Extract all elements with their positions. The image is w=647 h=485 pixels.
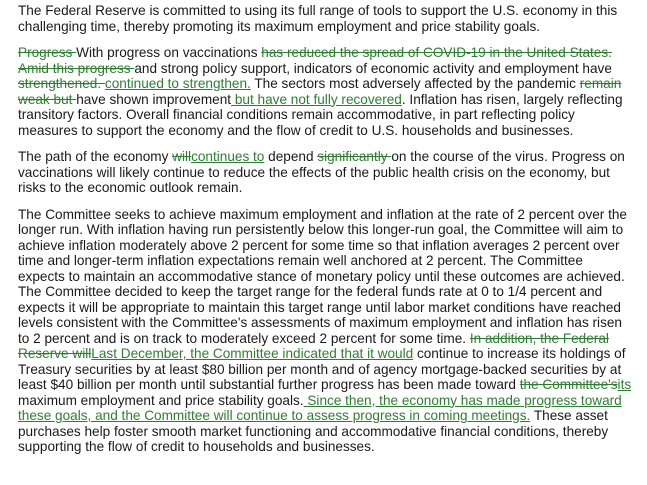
text-run: depend	[264, 149, 318, 164]
text-run: maximum employment and price stability goals.	[18, 392, 304, 408]
paragraph-4	[18, 207, 633, 455]
inserted-text: Last December, the Committee indicated that it would	[91, 346, 414, 361]
paragraph-2	[18, 45, 633, 138]
deleted-text: remain weak but	[18, 76, 622, 107]
text-run: have shown improvement	[76, 91, 232, 107]
text-run: continue to increase its holdings of Treasury securities by at least $80 billion per month and of agency mortgage-backed securities by at least $40 billion per month until substantial further progress has been made toward	[18, 346, 626, 392]
inserted-text: continued to strengthen.	[104, 76, 251, 91]
deleted-text: strengthened.	[18, 76, 105, 91]
paragraph-3	[18, 149, 633, 196]
deleted-text: Progress	[18, 45, 77, 60]
text-run: These asset purchases help foster smooth market functioning and accommodative financial conditions, thereby supporting the flow of credit to households and businesses.	[18, 408, 609, 454]
deleted-text: has reduced the spread of COVID-19 in the United States. Amid this progress	[18, 45, 612, 76]
deleted-text: In addition, the Federal Reserve will	[18, 330, 609, 361]
deleted-text: will	[172, 149, 192, 164]
text-run: . Inflation has risen, largely reflecting transitory factors. Overall financial conditions remain accommodative, in part reflecting policy measures to support the economy and the flow of credit to U.S. households and businesses.	[18, 91, 623, 138]
text-run: The sectors most adversely affected by the pandemic	[250, 76, 580, 91]
text-run: and strong policy support, indicators of economic activity and employment have	[134, 60, 612, 76]
inserted-text: Since then, the economy has made progress toward these goals, and the Committee will continue to assess progress in coming meetings.	[18, 392, 622, 423]
text-run: With progress	[76, 45, 161, 60]
text-run: on vaccinations	[160, 45, 262, 60]
text-run: The Committee seeks to achieve maximum employment and inflation at the rate of 2 percent over the longer run. With inflation having run persistently below this longer-run goal, the Committee will aim to achieve inflation moderately above 2 percent for some time so that inflation averages 2 percent over time and longer-term inflation expectations remain well anchored at 2 percent. The Committee expects to maintain an accommodative stance of monetary policy until these outcomes are achieved. The Committee decided to keep the target range for the federal funds rate at 0 to 1/4 percent and expects it will be appropriate to maintain this target range until labor market conditions have reached levels consistent with the Committee's assessments of maximum employment and inflation has risen to 2 percent and is on track to moderately exceed 2 percent for some time.	[18, 206, 627, 346]
deleted-text: significantly	[317, 149, 392, 164]
text-run: The path of the economy	[18, 149, 173, 164]
inserted-text: continues to	[191, 149, 265, 164]
text-run: The Federal Reserve is committed to using its full range of tools to support the U.S. economy in this challenging time, thereby promoting its maximum employment and price stability goals.	[18, 3, 618, 34]
paragraph-1	[18, 3, 633, 34]
deleted-text: the Committee's	[519, 377, 618, 392]
text-run: on the course of the virus. Progress on vaccinations will likely continue to reduce the effects of the public health crisis on the economy, but risks to the economic outlook remain.	[18, 149, 625, 195]
inserted-text: its	[617, 377, 632, 392]
inserted-text: but have not fully recovered	[231, 91, 402, 107]
